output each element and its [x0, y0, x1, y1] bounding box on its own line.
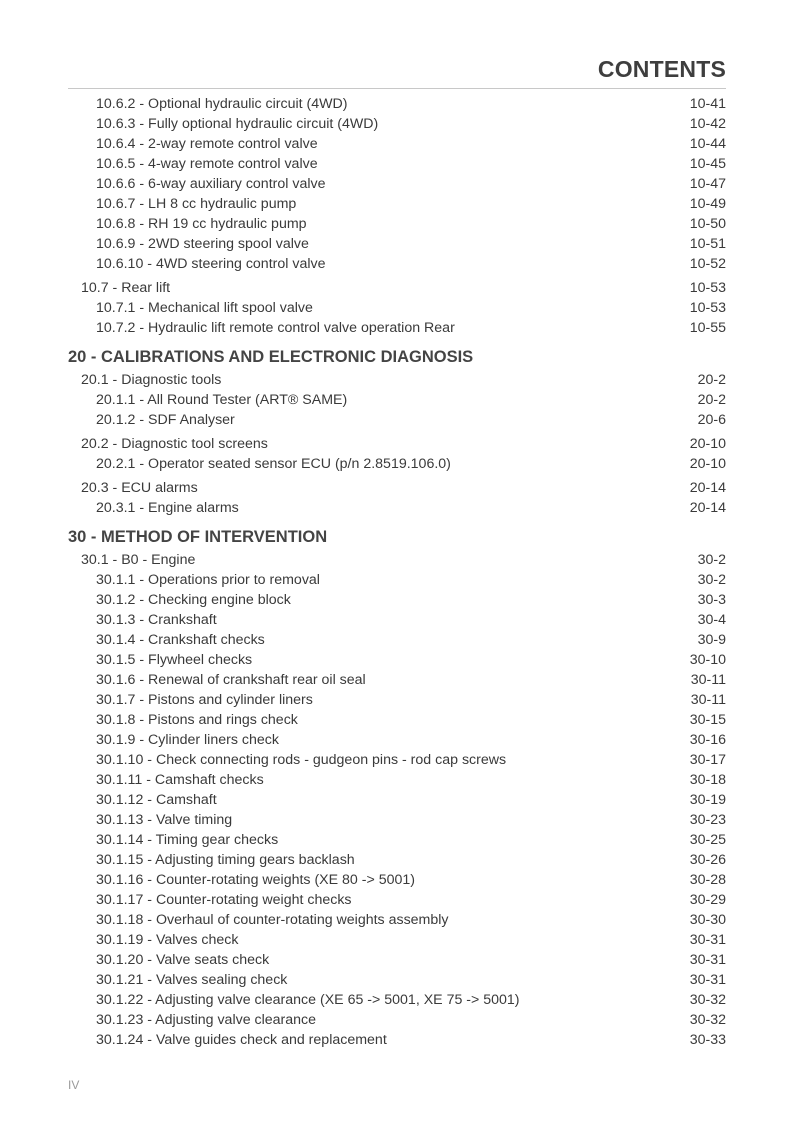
- toc-entry-label: 30.1.8 - Pistons and rings check: [96, 712, 298, 728]
- toc-entry-page: 10-41: [689, 96, 726, 112]
- toc-entry-page: 30-26: [689, 852, 726, 868]
- toc-entry-label: 30.1.11 - Camshaft checks: [96, 772, 264, 788]
- toc-entry-page: 30-23: [689, 812, 726, 828]
- toc-subsection-entry[interactable]: [68, 630, 726, 650]
- chapter-heading: 20 - CALIBRATIONS AND ELECTRONIC DIAGNOSIS: [68, 348, 474, 366]
- toc-entry-page: 30-32: [689, 992, 726, 1008]
- table-of-contents: [68, 94, 726, 1050]
- toc-subsection-entry[interactable]: [68, 234, 726, 254]
- toc-entry-label: 30.1.24 - Valve guides check and replacement: [96, 1032, 387, 1048]
- toc-entry-label: 20.2 - Diagnostic tool screens: [81, 436, 268, 452]
- toc-subsection-entry[interactable]: [68, 254, 726, 274]
- toc-entry-label: 10.6.10 - 4WD steering control valve: [96, 256, 326, 272]
- toc-entry-label: 30.1.23 - Adjusting valve clearance: [96, 1012, 317, 1028]
- toc-entry-page: 20-14: [689, 480, 726, 496]
- chapter-heading: 30 - METHOD OF INTERVENTION: [68, 528, 328, 546]
- toc-entry-label: 30.1.5 - Flywheel checks: [96, 652, 253, 668]
- toc-entry-label: 30.1.16 - Counter-rotating weights (XE 80 -> 5001): [96, 872, 416, 888]
- toc-subsection-entry[interactable]: [68, 770, 726, 790]
- toc-entry-page: 10-55: [689, 320, 726, 336]
- toc-entry-label: 30.1.21 - Valves sealing check: [96, 972, 288, 988]
- toc-entry-page: 10-45: [689, 156, 726, 172]
- toc-entry-page: 30-2: [697, 572, 726, 588]
- title-divider: [68, 88, 726, 89]
- toc-entry-label: 10.6.9 - 2WD steering spool valve: [96, 236, 309, 252]
- toc-entry-label: 30.1.2 - Checking engine block: [96, 592, 291, 608]
- toc-subsection-entry[interactable]: [68, 174, 726, 194]
- toc-subsection-entry[interactable]: [68, 454, 726, 474]
- toc-entry-page: 20-14: [689, 500, 726, 516]
- toc-section-entry[interactable]: [68, 550, 726, 570]
- toc-entry-page: 10-49: [689, 196, 726, 212]
- toc-entry-page: 30-31: [689, 932, 726, 948]
- toc-section-entry[interactable]: [68, 478, 726, 498]
- toc-subsection-entry[interactable]: [68, 850, 726, 870]
- toc-entry-page: 30-11: [690, 692, 726, 708]
- toc-entry-page: 20-10: [689, 456, 726, 472]
- toc-entry-page: 10-50: [689, 216, 726, 232]
- toc-entry-label: 10.6.6 - 6-way auxiliary control valve: [96, 176, 326, 192]
- toc-entry-label: 20.3 - ECU alarms: [81, 480, 198, 496]
- toc-subsection-entry[interactable]: [68, 610, 726, 630]
- toc-section-entry[interactable]: [68, 434, 726, 454]
- page-number: IV: [68, 1078, 80, 1092]
- toc-entry-page: 30-30: [689, 912, 726, 928]
- toc-entry-page: 30-31: [689, 952, 726, 968]
- toc-entry-page: 10-53: [689, 300, 726, 316]
- toc-subsection-entry[interactable]: [68, 298, 726, 318]
- toc-entry-page: 30-10: [689, 652, 726, 668]
- toc-entry-page: 30-17: [689, 752, 726, 768]
- toc-entry-label: 10.6.2 - Optional hydraulic circuit (4WD): [96, 96, 348, 112]
- toc-entry-page: 30-19: [689, 792, 726, 808]
- toc-entry-label: 30.1.4 - Crankshaft checks: [96, 632, 265, 648]
- toc-subsection-entry[interactable]: [68, 890, 726, 910]
- toc-entry-label: 30.1.9 - Cylinder liners check: [96, 732, 279, 748]
- toc-entry-label: 30.1.12 - Camshaft: [96, 792, 217, 808]
- toc-entry-label: 20.2.1 - Operator seated sensor ECU (p/n 2.8519.106.0): [96, 456, 451, 472]
- toc-entry-label: 20.1.1 - All Round Tester (ART® SAME): [96, 392, 348, 408]
- toc-entry-label: 10.6.4 - 2-way remote control valve: [96, 136, 318, 152]
- toc-subsection-entry[interactable]: [68, 930, 726, 950]
- toc-entry-label: 20.1 - Diagnostic tools: [81, 372, 222, 388]
- toc-entry-label: 30.1.3 - Crankshaft: [96, 612, 217, 628]
- toc-entry-label: 30.1.1 - Operations prior to removal: [96, 572, 320, 588]
- toc-entry-page: 20-6: [697, 412, 726, 428]
- toc-entry-page: 30-33: [689, 1032, 726, 1048]
- toc-entry-page: 30-2: [697, 552, 726, 568]
- toc-subsection-entry[interactable]: [68, 410, 726, 430]
- toc-subsection-entry[interactable]: [68, 670, 726, 690]
- toc-subsection-entry[interactable]: [68, 194, 726, 214]
- toc-subsection-entry[interactable]: [68, 790, 726, 810]
- toc-entry-page: 20-2: [697, 372, 726, 388]
- toc-entry-page: 30-11: [690, 672, 726, 688]
- toc-subsection-entry[interactable]: [68, 318, 726, 338]
- toc-entry-page: 10-53: [689, 280, 726, 296]
- toc-entry-page: 10-47: [689, 176, 726, 192]
- toc-entry-label: 30.1.15 - Adjusting timing gears backlash: [96, 852, 355, 868]
- toc-entry-label: 30.1.13 - Valve timing: [96, 812, 233, 828]
- toc-entry-label: 10.6.7 - LH 8 cc hydraulic pump: [96, 196, 297, 212]
- toc-entry-label: 30.1.10 - Check connecting rods - gudgeon pins - rod cap screws: [96, 752, 507, 768]
- toc-entry-label: 30.1.22 - Adjusting valve clearance (XE 65 -> 5001, XE 75 -> 5001): [96, 992, 520, 1008]
- toc-entry-page: 30-16: [689, 732, 726, 748]
- toc-subsection-entry[interactable]: [68, 710, 726, 730]
- toc-subsection-entry[interactable]: [68, 970, 726, 990]
- toc-subsection-entry[interactable]: [68, 910, 726, 930]
- toc-entry-label: 30.1.6 - Renewal of crankshaft rear oil seal: [96, 672, 366, 688]
- toc-entry-label: 10.7.1 - Mechanical lift spool valve: [96, 300, 313, 316]
- toc-entry-page: 10-51: [689, 236, 726, 252]
- toc-entry-page: 10-44: [689, 136, 726, 152]
- toc-subsection-entry[interactable]: [68, 1010, 726, 1030]
- toc-entry-page: 30-32: [689, 1012, 726, 1028]
- toc-subsection-entry[interactable]: [68, 810, 726, 830]
- toc-subsection-entry[interactable]: [68, 390, 726, 410]
- toc-entry-page: 30-15: [689, 712, 726, 728]
- toc-entry-label: 30.1.20 - Valve seats check: [96, 952, 270, 968]
- toc-entry-page: 10-52: [689, 256, 726, 272]
- toc-subsection-entry[interactable]: [68, 870, 726, 890]
- toc-entry-label: 30.1 - B0 - Engine: [81, 552, 196, 568]
- toc-entry-page: 30-28: [689, 872, 726, 888]
- toc-subsection-entry[interactable]: [68, 650, 726, 670]
- toc-entry-page: 20-2: [697, 392, 726, 408]
- toc-subsection-entry[interactable]: [68, 214, 726, 234]
- toc-entry-label: 10.7 - Rear lift: [81, 280, 171, 296]
- toc-subsection-entry[interactable]: [68, 590, 726, 610]
- toc-subsection-entry[interactable]: [68, 498, 726, 518]
- toc-entry-page: 30-18: [689, 772, 726, 788]
- toc-entry-label: 30.1.17 - Counter-rotating weight checks: [96, 892, 352, 908]
- toc-subsection-entry[interactable]: [68, 134, 726, 154]
- toc-entry-label: 10.6.8 - RH 19 cc hydraulic pump: [96, 216, 307, 232]
- toc-subsection-entry[interactable]: [68, 990, 726, 1010]
- toc-entry-label: 30.1.14 - Timing gear checks: [96, 832, 279, 848]
- toc-entry-page: 30-29: [689, 892, 726, 908]
- toc-section-entry[interactable]: [68, 370, 726, 390]
- toc-entry-label: 30.1.19 - Valves check: [96, 932, 239, 948]
- toc-subsection-entry[interactable]: [68, 730, 726, 750]
- toc-entry-page: 30-4: [697, 612, 726, 628]
- toc-entry-label: 30.1.18 - Overhaul of counter-rotating weights assembly: [96, 912, 449, 928]
- toc-subsection-entry[interactable]: [68, 690, 726, 710]
- toc-section-entry[interactable]: [68, 278, 726, 298]
- toc-entry-label: 10.7.2 - Hydraulic lift remote control valve operation Rear: [96, 320, 455, 336]
- toc-entry-page: 10-42: [689, 116, 726, 132]
- toc-entry-label: 20.1.2 - SDF Analyser: [96, 412, 235, 428]
- toc-subsection-entry[interactable]: [68, 750, 726, 770]
- toc-subsection-entry[interactable]: [68, 830, 726, 850]
- toc-subsection-entry[interactable]: [68, 570, 726, 590]
- toc-subsection-entry[interactable]: [68, 94, 726, 114]
- toc-subsection-entry[interactable]: [68, 154, 726, 174]
- page-title: CONTENTS: [597, 56, 726, 82]
- toc-entry-page: 30-25: [689, 832, 726, 848]
- toc-entry-label: 10.6.3 - Fully optional hydraulic circuit (4WD): [96, 116, 379, 132]
- toc-subsection-entry[interactable]: [68, 1030, 726, 1050]
- toc-entry-label: 20.3.1 - Engine alarms: [96, 500, 239, 516]
- toc-entry-page: 30-31: [689, 972, 726, 988]
- toc-entry-page: 30-3: [697, 592, 726, 608]
- toc-entry-page: 20-10: [689, 436, 726, 452]
- toc-subsection-entry[interactable]: [68, 950, 726, 970]
- toc-entry-page: 30-9: [697, 632, 726, 648]
- toc-entry-label: 10.6.5 - 4-way remote control valve: [96, 156, 318, 172]
- toc-entry-label: 30.1.7 - Pistons and cylinder liners: [96, 692, 313, 708]
- toc-subsection-entry[interactable]: [68, 114, 726, 134]
